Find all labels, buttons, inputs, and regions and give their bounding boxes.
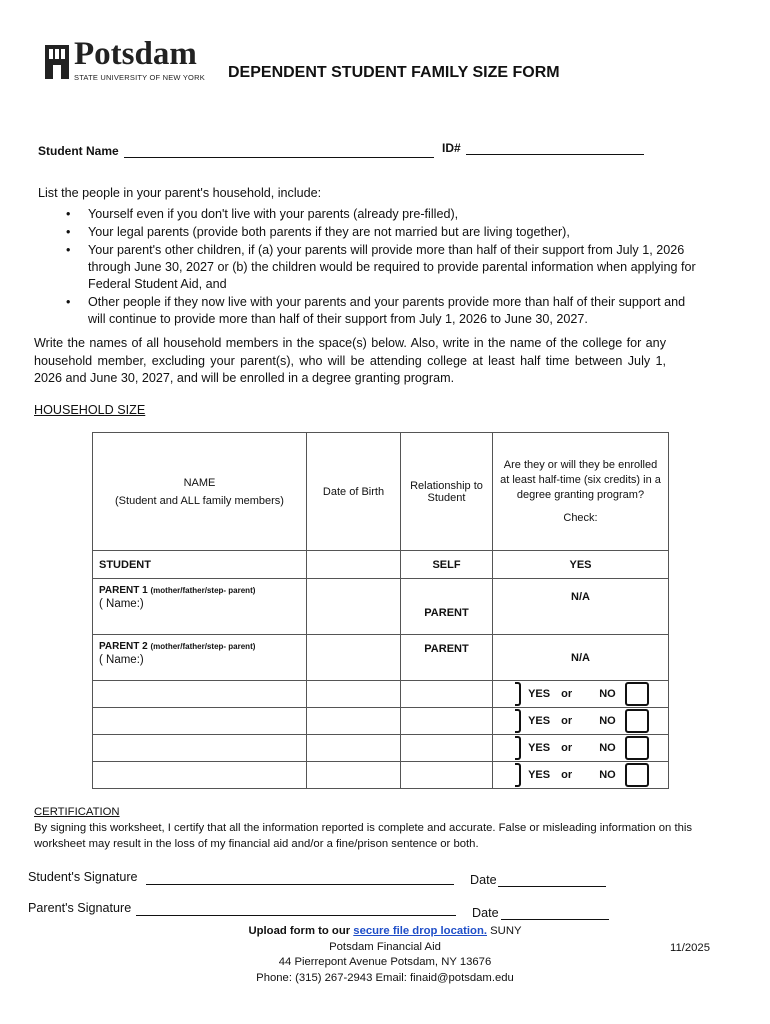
student-date-input[interactable] xyxy=(498,872,606,887)
list-item: • Your parent's other children, if (a) your parents will provide more than half of their support from July 1, 2026 through June 30, 2027 or (b) the children would be required to provide parental information when applying for Federal Student Aid, and xyxy=(64,242,704,293)
table-row xyxy=(93,708,669,735)
parent-date-label: Date xyxy=(472,906,499,920)
row-student-name: STUDENT xyxy=(93,551,307,579)
enrollment-check xyxy=(493,708,669,735)
household-heading: HOUSEHOLD SIZE xyxy=(34,403,146,417)
student-name-label: Student Name xyxy=(38,144,119,158)
enrollment-check xyxy=(493,762,669,789)
no-label: NO xyxy=(599,768,616,781)
no-label: NO xyxy=(599,741,616,754)
relationship-input[interactable] xyxy=(401,735,493,762)
enrollment-check xyxy=(493,735,669,762)
id-label: ID# xyxy=(442,141,461,155)
member-name-input[interactable] xyxy=(93,735,307,762)
parent2-note: (mother/father/step- parent) xyxy=(150,642,256,651)
dob-input[interactable] xyxy=(307,735,401,762)
yes-checkbox[interactable] xyxy=(515,709,521,733)
parent-signature-label: Parent's Signature xyxy=(28,901,132,915)
instructions-paragraph: Write the names of all household members in the space(s) below. Also, write in the name of the college for any household member, excluding your parent(s), who will be attending college at least half time between July 1, 2026 and June 30, 2027, and will be enrolled in a degree granting program. xyxy=(34,336,666,385)
column-header-enrollment xyxy=(493,433,669,551)
upload-line xyxy=(180,924,590,940)
row-parent2-relationship: PARENT xyxy=(401,635,493,681)
member-name-input[interactable] xyxy=(93,708,307,735)
table-row xyxy=(93,735,669,762)
or-label: or xyxy=(561,741,573,754)
certification-heading: CERTIFICATION xyxy=(34,806,120,818)
yes-checkbox[interactable] xyxy=(515,736,521,760)
member-name-input[interactable] xyxy=(93,762,307,789)
list-item: • Yourself even if you don't live with your parents (already pre-filled), xyxy=(64,206,704,223)
column-header-name-title: NAME xyxy=(183,476,216,489)
parent1-name-field: ( Name:) xyxy=(99,598,144,610)
dob-input[interactable] xyxy=(307,579,401,635)
no-checkbox[interactable] xyxy=(625,736,649,760)
dob-input[interactable] xyxy=(307,708,401,735)
parent1-note: (mother/father/step- parent) xyxy=(150,586,256,595)
student-name-input[interactable] xyxy=(124,143,434,158)
logo-wordmark: Potsdam xyxy=(74,36,197,72)
office-address: 44 Pierrepont Avenue Potsdam, NY 13676 xyxy=(278,956,492,968)
dob-input[interactable] xyxy=(307,681,401,708)
parent1-label: PARENT 1 xyxy=(99,585,148,596)
student-date-label: Date xyxy=(470,873,497,887)
household-table xyxy=(92,432,669,789)
instructions-list xyxy=(64,206,704,329)
table-row xyxy=(93,579,669,635)
yes-label: YES xyxy=(528,714,551,727)
table-row xyxy=(93,635,669,681)
member-name-input[interactable] xyxy=(93,681,307,708)
list-item: • Your legal parents (provide both parents if they are not married but are living together), xyxy=(64,224,704,241)
column-header-relationship: Relationship to Student xyxy=(401,433,493,551)
row-parent1-relationship: PARENT xyxy=(401,579,493,635)
revision-date: 11/2025 xyxy=(670,942,710,954)
column-header-name-sub: (Student and ALL family members) xyxy=(115,494,284,507)
yes-label: YES xyxy=(528,768,551,781)
table-row xyxy=(93,681,669,708)
office-name: Potsdam Financial Aid xyxy=(329,940,441,953)
student-signature-input[interactable] xyxy=(146,870,454,885)
upload-prefix: Upload form to our xyxy=(248,925,354,937)
potsdam-logo xyxy=(44,36,214,86)
row-parent1-name[interactable] xyxy=(93,579,307,635)
no-label: NO xyxy=(599,687,616,700)
building-icon xyxy=(44,43,70,81)
upload-suffix: SUNY xyxy=(487,925,522,937)
or-label: or xyxy=(561,768,573,781)
parent-date-input[interactable] xyxy=(501,905,609,920)
id-input[interactable] xyxy=(466,140,644,155)
column-header-name xyxy=(93,433,307,551)
parent2-name-field: ( Name:) xyxy=(99,654,144,666)
no-checkbox[interactable] xyxy=(625,763,649,787)
column-header-dob: Date of Birth xyxy=(307,433,401,551)
dob-input[interactable] xyxy=(307,762,401,789)
no-label: NO xyxy=(599,714,616,727)
parent2-label: PARENT 2 xyxy=(99,641,148,652)
yes-label: YES xyxy=(528,741,551,754)
or-label: or xyxy=(561,687,573,700)
or-label: or xyxy=(561,714,573,727)
table-row xyxy=(93,551,669,579)
row-parent1-enrolled: N/A xyxy=(493,579,669,635)
relationship-input[interactable] xyxy=(401,762,493,789)
column-header-enrollment-question: Are they or will they be enrolled at least half-time (six credits) in a degree granting program? xyxy=(500,458,661,501)
row-student-relationship: SELF xyxy=(401,551,493,579)
certification-text: By signing this worksheet, I certify that all the information reported is complete and accurate. False or misleading information on this worksheet may result in the loss of my financial aid and/or a fine/prison sentence or both. xyxy=(34,822,693,850)
instructions-intro: List the people in your parent's household, include: xyxy=(38,186,322,200)
office-contact: Phone: (315) 267-2943 Email: finaid@potsdam.edu xyxy=(256,971,514,984)
no-checkbox[interactable] xyxy=(625,709,649,733)
logo-subtitle: STATE UNIVERSITY OF NEW YORK xyxy=(74,73,205,82)
row-student-enrolled: YES xyxy=(493,551,669,579)
dob-input[interactable] xyxy=(307,635,401,681)
yes-checkbox[interactable] xyxy=(515,763,521,787)
enrollment-check xyxy=(493,681,669,708)
row-parent2-name[interactable] xyxy=(93,635,307,681)
relationship-input[interactable] xyxy=(401,681,493,708)
secure-file-drop-link[interactable]: secure file drop location. xyxy=(353,925,487,937)
row-parent2-enrolled: N/A xyxy=(493,635,669,681)
yes-label: YES xyxy=(528,687,551,700)
relationship-input[interactable] xyxy=(401,708,493,735)
list-item: • Other people if they now live with your parents and your parents provide more than half of their support and will continue to provide more than half of their support from July 1, 2026 to June 30, 2027. xyxy=(64,294,704,328)
parent-signature-input[interactable] xyxy=(136,901,456,916)
column-header-check: Check: xyxy=(563,511,598,524)
no-checkbox[interactable] xyxy=(625,682,649,706)
dob-input[interactable] xyxy=(307,551,401,579)
footer xyxy=(180,924,590,986)
student-signature-label: Student's Signature xyxy=(28,870,138,884)
yes-checkbox[interactable] xyxy=(515,682,521,706)
table-row xyxy=(93,762,669,789)
form-title: DEPENDENT STUDENT FAMILY SIZE FORM xyxy=(228,64,560,81)
